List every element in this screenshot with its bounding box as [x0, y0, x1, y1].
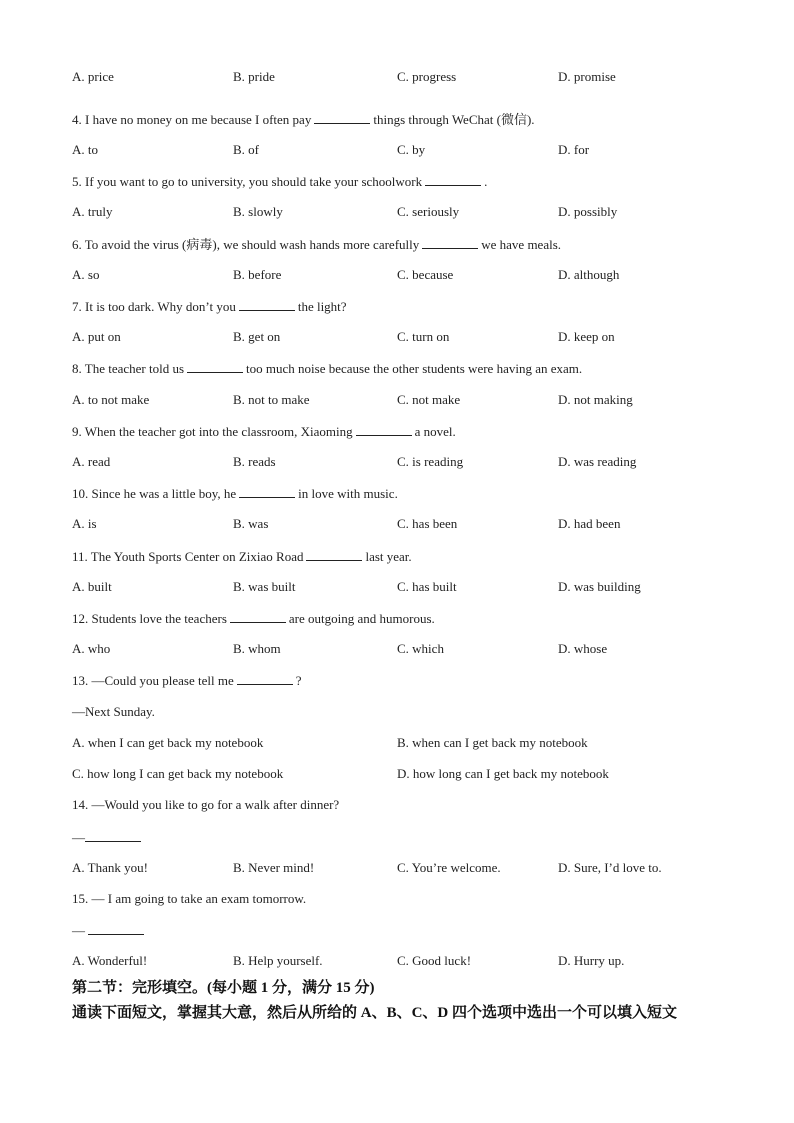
- option-d[interactable]: D. possibly: [558, 204, 618, 219]
- option-b[interactable]: B. Help yourself.: [233, 953, 323, 968]
- option-c[interactable]: C. has been: [397, 516, 458, 531]
- option-b[interactable]: B. when can I get back my notebook: [397, 735, 588, 750]
- option-c[interactable]: C. You’re welcome.: [397, 860, 501, 875]
- option-b[interactable]: B. of: [233, 142, 259, 157]
- option-b[interactable]: B. reads: [233, 454, 276, 469]
- option-d[interactable]: D. for: [558, 142, 590, 157]
- option-a[interactable]: A. to: [72, 142, 98, 157]
- question-10-stem: 10. Since he was a little boy, he in love with music.: [72, 486, 398, 501]
- option-b[interactable]: B. get on: [233, 329, 281, 344]
- answer-blank: [422, 236, 478, 249]
- section-title: 第二节：完形填空。(每小题 1 分，满分 15 分): [72, 980, 375, 996]
- option-d[interactable]: D. not making: [558, 392, 633, 407]
- option-a[interactable]: A. put on: [72, 329, 121, 344]
- option-a[interactable]: A. Thank you!: [72, 860, 148, 875]
- option-c[interactable]: C. how long I can get back my notebook: [72, 766, 284, 781]
- section-instruction: 通读下面短文，掌握其大意，然后从所给的 A、B、C、D 四个选项中选出一个可以填入短文: [72, 1005, 678, 1021]
- answer-blank: [314, 111, 370, 124]
- option-c[interactable]: C. Good luck!: [397, 953, 472, 968]
- option-d[interactable]: D. had been: [558, 516, 621, 531]
- question-13-stem: 13. —Could you please tell me ?: [72, 673, 302, 688]
- question-13-reply: —Next Sunday.: [72, 704, 155, 719]
- option-a[interactable]: A. price: [72, 69, 114, 84]
- option-a[interactable]: A. read: [72, 454, 111, 469]
- option-c[interactable]: C. not make: [397, 392, 461, 407]
- option-d[interactable]: D. how long can I get back my notebook: [397, 766, 609, 781]
- option-c[interactable]: C. turn on: [397, 329, 450, 344]
- option-d[interactable]: D. although: [558, 267, 620, 282]
- option-a[interactable]: A. is: [72, 516, 97, 531]
- answer-blank: [425, 173, 481, 186]
- question-6-stem: 6. To avoid the virus (病毒), we should wash hands more carefully we have meals.: [72, 237, 562, 252]
- option-b[interactable]: B. was built: [233, 579, 296, 594]
- option-c[interactable]: C. is reading: [397, 454, 464, 469]
- option-c[interactable]: C. progress: [397, 69, 457, 84]
- option-c[interactable]: C. which: [397, 641, 444, 656]
- option-a[interactable]: A. when I can get back my notebook: [72, 735, 264, 750]
- question-4-stem: 4. I have no money on me because I often pay things through WeChat (微信).: [72, 112, 535, 127]
- option-b[interactable]: B. not to make: [233, 392, 310, 407]
- option-a[interactable]: A. built: [72, 579, 112, 594]
- option-a[interactable]: A. Wonderful!: [72, 953, 148, 968]
- question-12-stem: 12. Students love the teachers are outgoing and humorous.: [72, 611, 435, 626]
- question-8-stem: 8. The teacher told us too much noise because the other students were having an exam.: [72, 361, 583, 376]
- option-a[interactable]: A. to not make: [72, 392, 150, 407]
- question-15-reply: —: [72, 922, 147, 939]
- answer-blank: [306, 548, 362, 561]
- option-d[interactable]: D. promise: [558, 69, 616, 84]
- option-c[interactable]: C. seriously: [397, 204, 460, 219]
- option-a[interactable]: A. so: [72, 267, 100, 282]
- question-14-stem: 14. —Would you like to go for a walk after dinner?: [72, 797, 340, 812]
- option-c[interactable]: C. by: [397, 142, 426, 157]
- option-d[interactable]: D. was building: [558, 579, 641, 594]
- option-b[interactable]: B. slowly: [233, 204, 283, 219]
- option-b[interactable]: B. Never mind!: [233, 860, 315, 875]
- option-a[interactable]: A. truly: [72, 204, 113, 219]
- option-b[interactable]: B. pride: [233, 69, 275, 84]
- question-7-stem: 7. It is too dark. Why don’t you the light?: [72, 299, 347, 314]
- option-b[interactable]: B. whom: [233, 641, 281, 656]
- option-d[interactable]: D. Hurry up.: [558, 953, 625, 968]
- question-9-stem: 9. When the teacher got into the classroom, Xiaoming a novel.: [72, 424, 456, 439]
- answer-blank: [239, 298, 295, 311]
- answer-blank: [356, 423, 412, 436]
- answer-blank: [88, 922, 144, 935]
- option-a[interactable]: A. who: [72, 641, 111, 656]
- question-5-stem: 5. If you want to go to university, you should take your schoolwork .: [72, 174, 488, 189]
- answer-blank: [85, 829, 141, 842]
- answer-blank: [230, 610, 286, 623]
- option-b[interactable]: B. was: [233, 516, 269, 531]
- question-15-stem: 15. — I am going to take an exam tomorrow.: [72, 891, 307, 906]
- question-14-reply: —: [72, 829, 144, 846]
- answer-blank: [239, 485, 295, 498]
- option-d[interactable]: D. whose: [558, 641, 608, 656]
- answer-blank: [237, 672, 293, 685]
- question-11-stem: 11. The Youth Sports Center on Zixiao Road last year.: [72, 549, 412, 564]
- answer-blank: [187, 360, 243, 373]
- option-d[interactable]: D. keep on: [558, 329, 615, 344]
- option-d[interactable]: D. Sure, I’d love to.: [558, 860, 662, 875]
- option-b[interactable]: B. before: [233, 267, 282, 282]
- option-c[interactable]: C. has built: [397, 579, 457, 594]
- option-d[interactable]: D. was reading: [558, 454, 637, 469]
- option-c[interactable]: C. because: [397, 267, 454, 282]
